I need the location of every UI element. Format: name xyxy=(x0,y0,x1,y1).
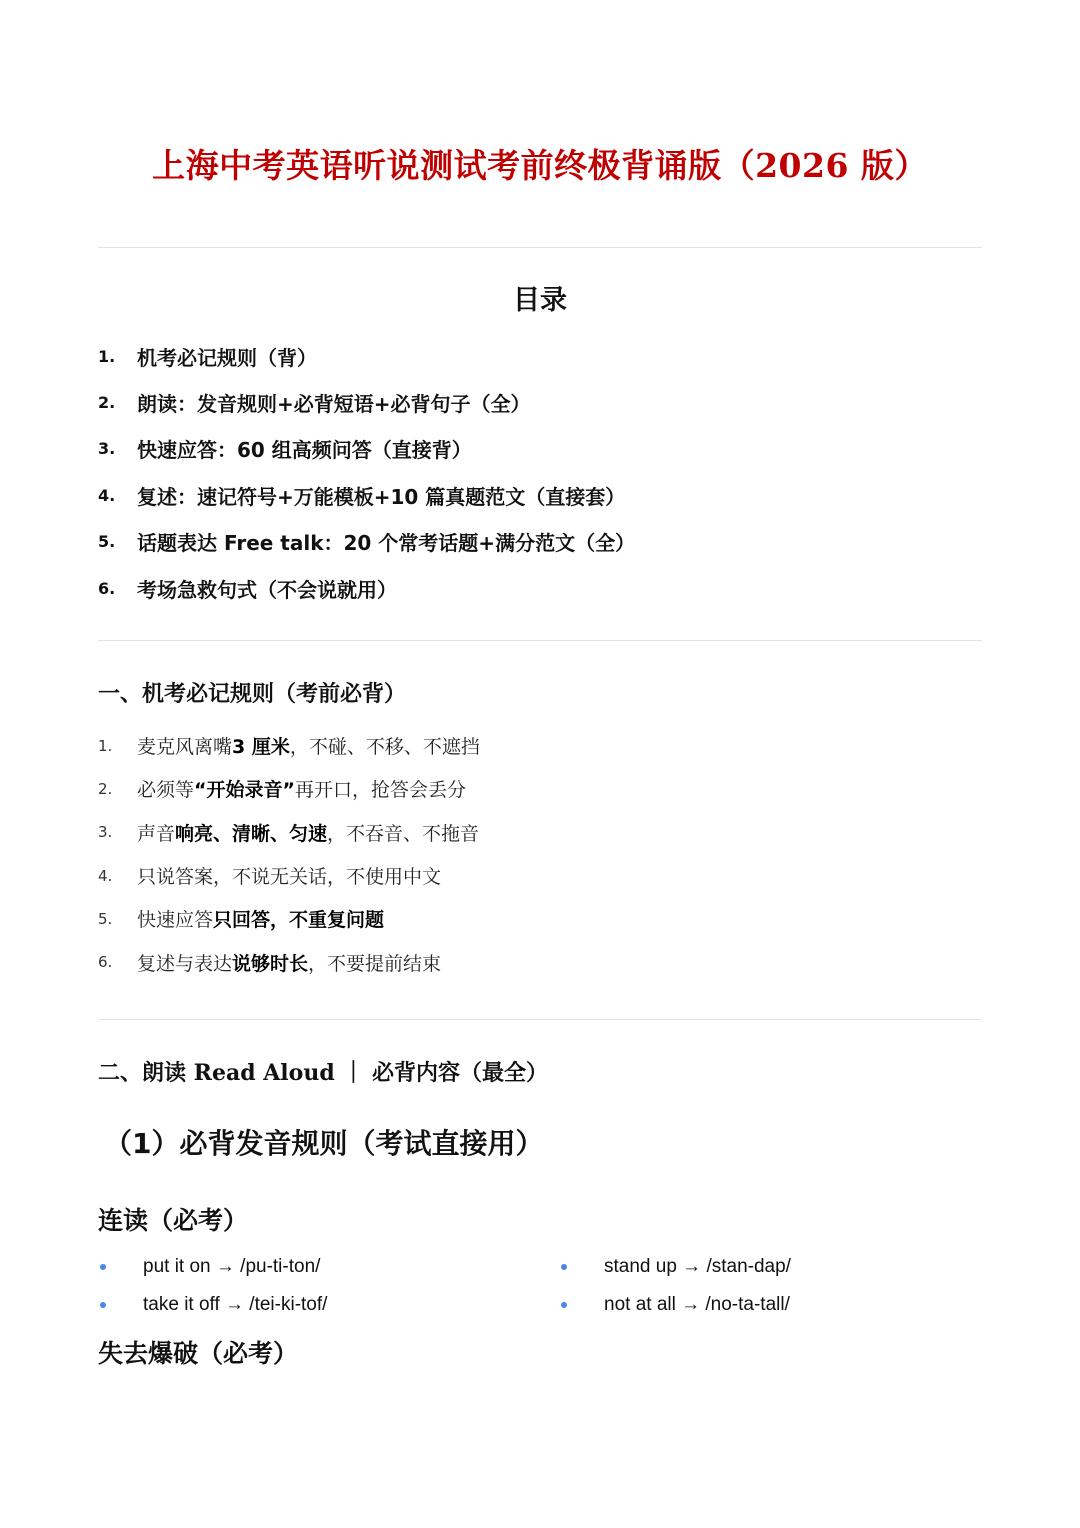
rule-text-pre: 快速应答 xyxy=(137,909,214,932)
linking-text: stand up → /stan-dap/ xyxy=(604,1256,791,1277)
loss-of-plosion-heading: 失去爆破（必考） xyxy=(98,1339,299,1368)
toc-item-number: 1. xyxy=(98,346,116,366)
rule-text-post: ，不碰、不移、不遮挡 xyxy=(289,736,480,759)
rule-number: 5. xyxy=(98,909,113,928)
divider xyxy=(98,247,982,248)
toc-item[interactable] xyxy=(98,565,635,611)
rule-text-pre: 只说答案，不说无关话，不使用中文 xyxy=(137,866,442,889)
rule-item xyxy=(98,897,480,940)
linking-item xyxy=(559,1286,791,1324)
rule-text-post: 再开口，抢答会丢分 xyxy=(295,779,467,802)
bullet-icon xyxy=(100,1264,106,1270)
linking-text: put it on → /pu-ti-ton/ xyxy=(143,1256,321,1277)
toc-item-number: 2. xyxy=(98,393,116,413)
linking-list-left xyxy=(98,1248,327,1324)
bullet-icon xyxy=(100,1302,106,1308)
rule-item xyxy=(98,811,480,854)
toc-list xyxy=(98,333,635,611)
toc-item-label: 朗读：发音规则+必背短语+必背句子（全） xyxy=(137,392,531,417)
linking-text: take it off → /tei-ki-tof/ xyxy=(143,1294,328,1315)
rule-number: 3. xyxy=(98,823,113,842)
toc-item[interactable] xyxy=(98,379,635,425)
linking-item xyxy=(559,1248,791,1286)
rule-text-post: ，不要提前结束 xyxy=(308,952,442,975)
rule-item xyxy=(98,940,480,983)
divider xyxy=(98,1019,982,1020)
toc-item[interactable] xyxy=(98,426,635,472)
bullet-icon xyxy=(561,1302,567,1308)
rule-text-bold: 3 厘米 xyxy=(232,736,290,759)
linking-heading: 连读（必考） xyxy=(98,1206,249,1235)
toc-item-number: 4. xyxy=(98,485,116,505)
rule-text-pre: 必须等 xyxy=(137,779,195,802)
bullet-icon xyxy=(561,1264,567,1270)
toc-item[interactable] xyxy=(98,472,635,518)
toc-item-number: 3. xyxy=(98,439,116,459)
subsection-heading-pronunciation: （1）必背发音规则（考试直接用） xyxy=(104,1127,544,1160)
toc-item-label: 快速应答：60 组高频问答（直接背） xyxy=(137,438,472,463)
toc-item-number: 5. xyxy=(98,532,116,552)
document-title: 上海中考英语听说测试考前终极背诵版（2026 版） xyxy=(152,146,928,185)
rule-text-bold: 只回答，不重复问题 xyxy=(213,909,385,932)
rule-item xyxy=(98,724,480,767)
linking-text: not at all → /no-ta-tall/ xyxy=(604,1294,790,1315)
rule-item xyxy=(98,854,480,897)
linking-list-right xyxy=(559,1248,791,1324)
rule-number: 6. xyxy=(98,953,113,972)
toc-item-label: 复述：速记符号+万能模板+10 篇真题范文（直接套） xyxy=(137,484,626,509)
rule-text-bold: 说够时长 xyxy=(232,952,309,975)
toc-item[interactable] xyxy=(98,519,635,565)
linking-item xyxy=(98,1286,327,1324)
toc-item-number: 6. xyxy=(98,578,116,598)
rule-text-pre: 声音 xyxy=(137,822,176,845)
rule-text-pre: 麦克风离嘴 xyxy=(137,736,233,759)
rule-number: 4. xyxy=(98,866,113,885)
rules-list xyxy=(98,724,480,984)
section-heading-rules: 一、机考必记规则（考前必背） xyxy=(98,681,407,707)
rule-text-post: ，不吞音、不拖音 xyxy=(327,822,480,845)
rule-text-bold: 响亮、清晰、匀速 xyxy=(175,822,328,845)
rule-text-bold: “开始录音” xyxy=(194,779,295,802)
rule-item xyxy=(98,767,480,810)
rule-number: 1. xyxy=(98,736,113,755)
toc-item-label: 考场急救句式（不会说就用） xyxy=(137,577,397,602)
section-heading-read-aloud: 二、朗读 Read Aloud ｜ 必背内容（最全） xyxy=(98,1060,549,1086)
linking-item xyxy=(98,1248,327,1286)
rule-number: 2. xyxy=(98,779,113,798)
divider xyxy=(98,640,982,641)
toc-item[interactable] xyxy=(98,333,635,379)
toc-item-label: 话题表达 Free talk：20 个常考话题+满分范文（全） xyxy=(137,531,636,556)
rule-text-pre: 复述与表达 xyxy=(137,952,233,975)
toc-heading: 目录 xyxy=(513,285,567,316)
toc-item-label: 机考必记规则（背） xyxy=(137,345,317,370)
